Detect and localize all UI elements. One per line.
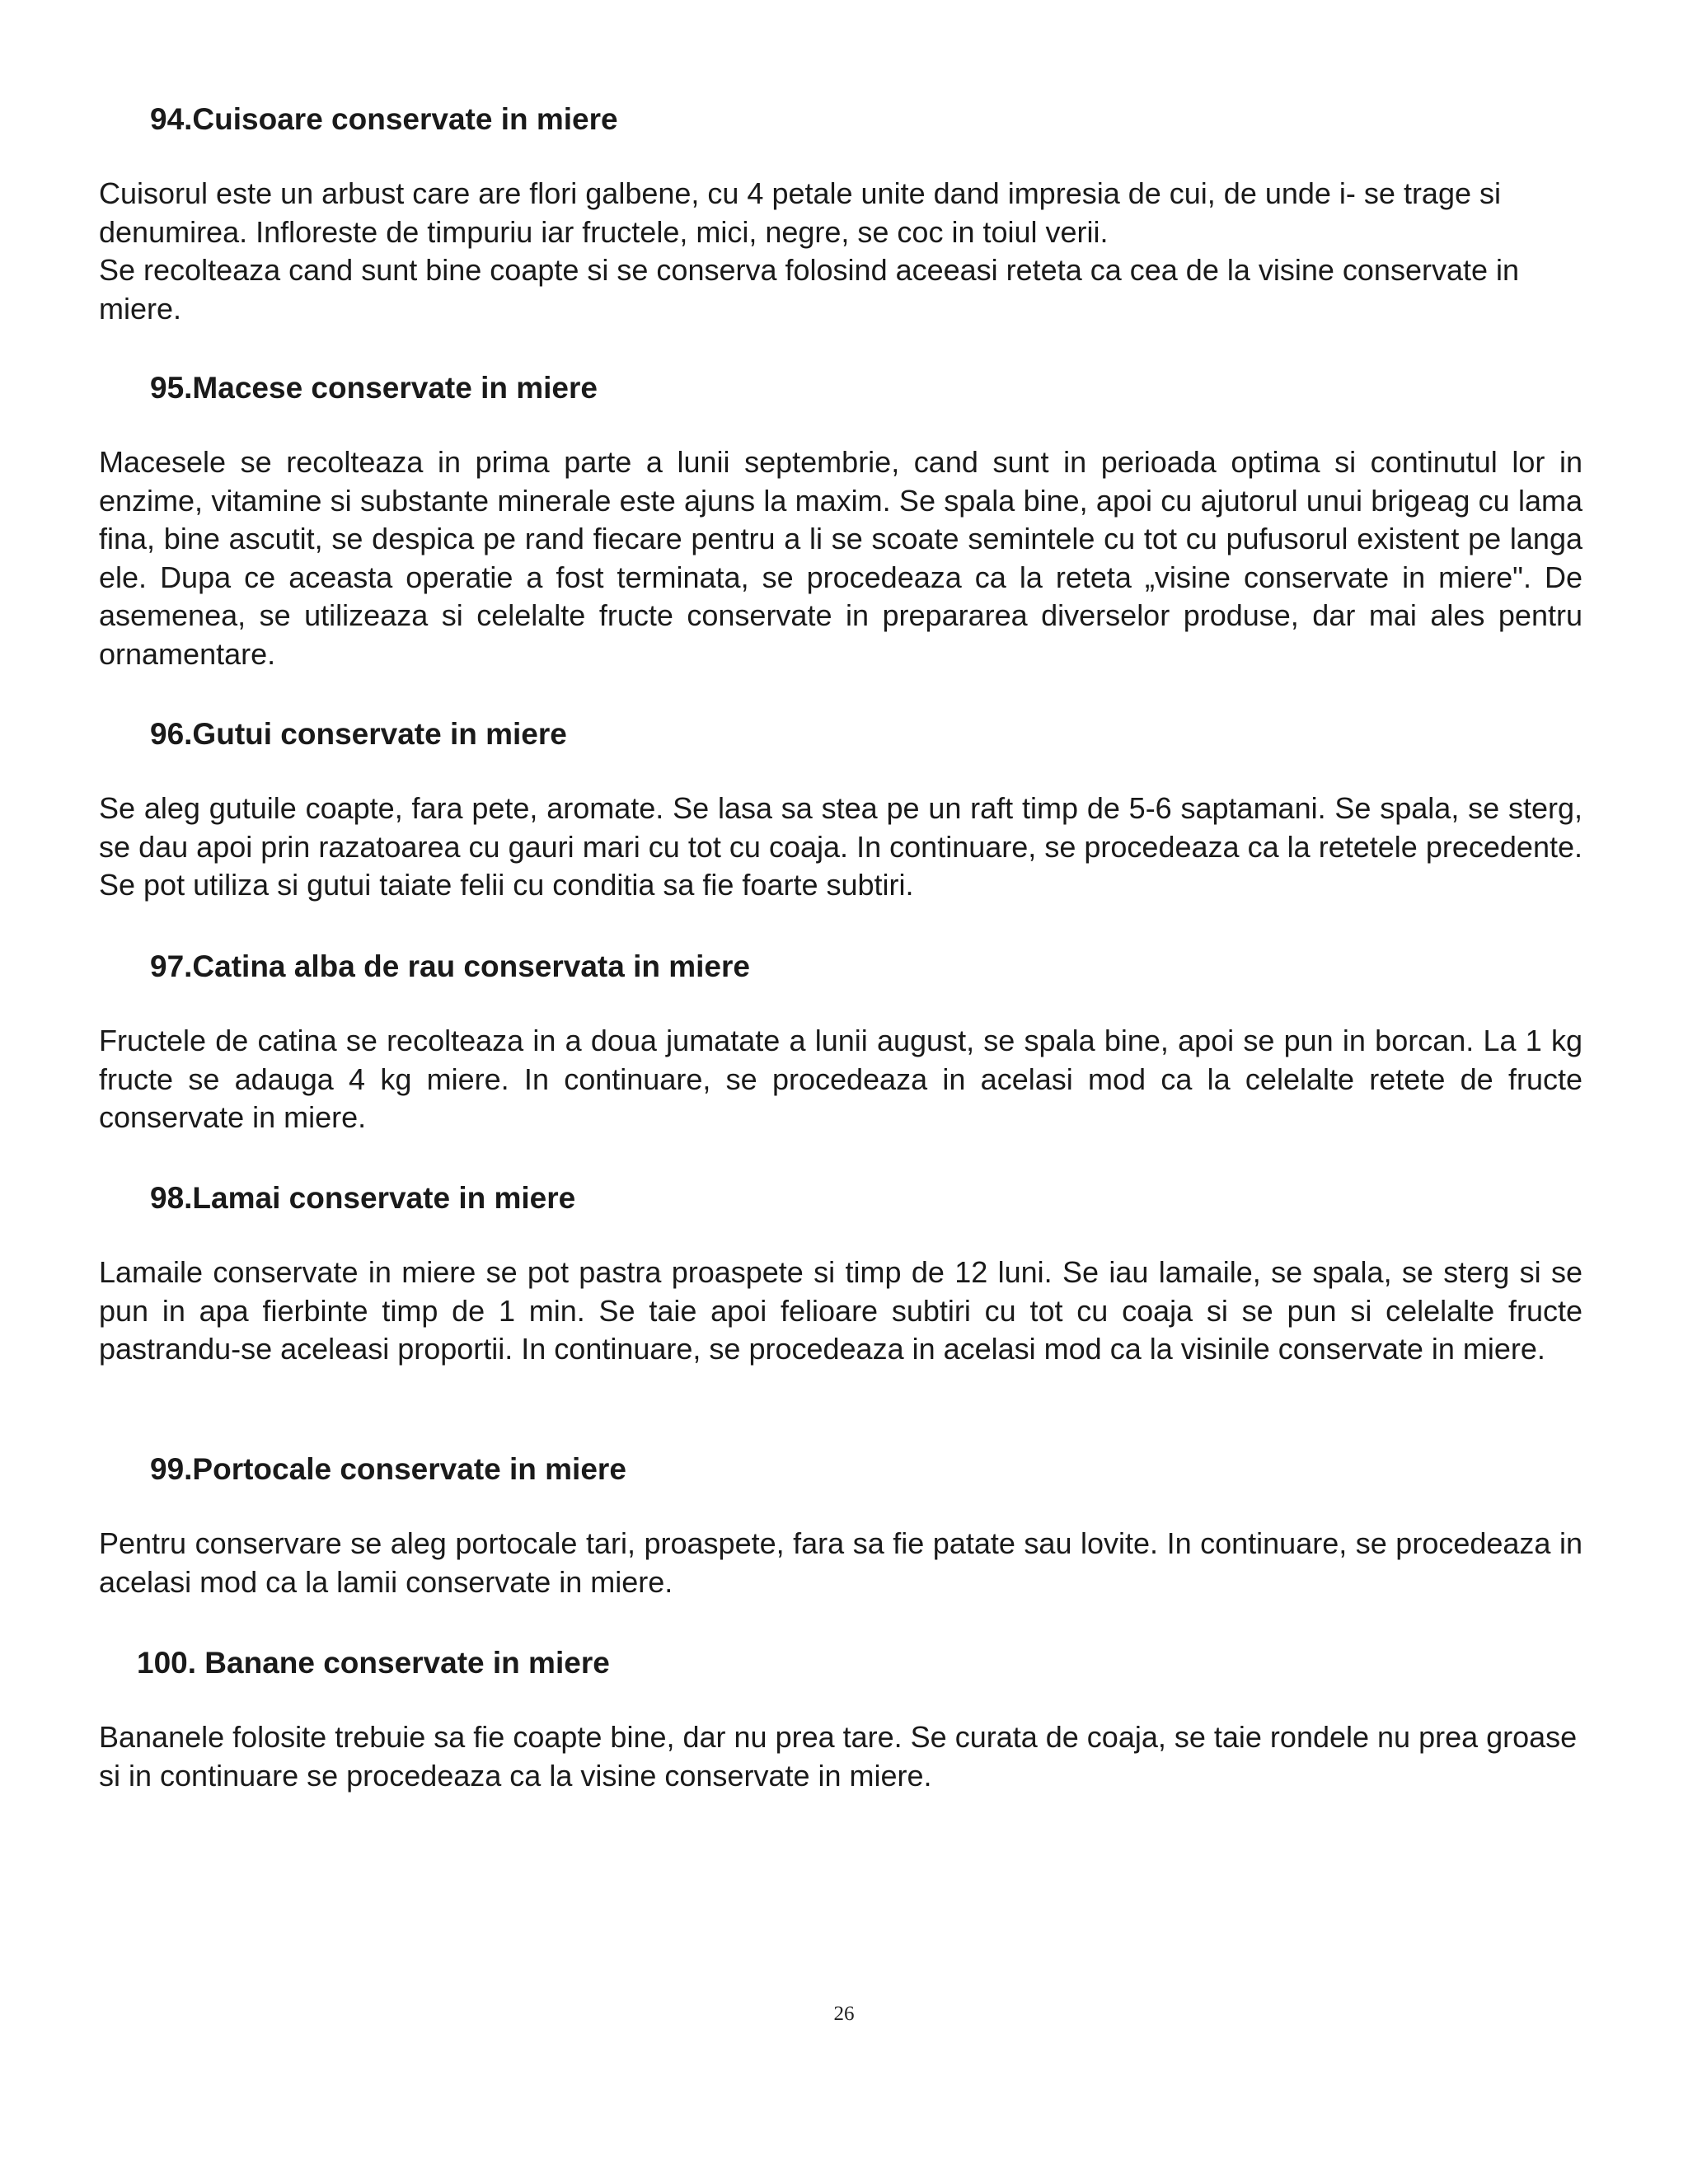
section-paragraph: Pentru conservare se aleg portocale tari, proaspete, fara sa fie patate sau lovite. In continuare, se procedeaza in acelasi mod ca la lamii conservate in miere. <box>99 1526 1582 1599</box>
section-macese <box>99 369 1582 673</box>
section-paragraph: Fructele de catina se recolteaza in a doua jumatate a lunii august, se spala bine, apoi se pun in borcan. La 1 kg fructe se adauga 4 kg miere. In continuare, se procedeaza in acelasi mod ca la celelalte retete de fructe conservate in miere. <box>99 1024 1582 1134</box>
section-lamai <box>99 1179 1582 1369</box>
section-heading: 95.Macese conservate in miere <box>150 371 598 405</box>
section-paragraph: Lamaile conservate in miere se pot pastra proaspete si timp de 12 luni. Se iau lamaile, se spala, se sterg si se pun in apa fierbinte timp de 1 min. Se taie apoi felioare subtiri cu tot cu coaja si se pun si celelalte fructe pastrandu-se aceleasi proportii. In continuare, se procedeaza in acelasi mod ca la visinile conservate in miere. <box>99 1255 1582 1366</box>
section-heading: 99.Portocale conservate in miere <box>150 1452 626 1486</box>
section-heading: 100. Banane conservate in miere <box>137 1646 610 1680</box>
section-paragraph: Bananele folosite trebuie sa fie coapte bine, dar nu prea tare. Se curata de coaja, se taie rondele nu prea groase si in continuare se procedeaza ca la visine conservate in miere. <box>99 1720 1578 1793</box>
section-heading: 98.Lamai conservate in miere <box>150 1181 576 1215</box>
section-portocale <box>99 1451 1582 1601</box>
section-gutui <box>99 715 1582 905</box>
section-paragraph: Macesele se recolteaza in prima parte a lunii septembrie, cand sunt in perioada optima si continutul lor in enzime, vitamine si substante minerale este ajuns la maxim. Se spala bine, apoi cu ajutorul unui brigeag cu lama fina, bine ascutit, se despica pe rand fiecare pentru a li se scoate semintele cu tot cu pufusorul existent pe langa ele. Dupa ce aceasta operatie a fost terminata, se procedeaza ca la reteta „visine conservate in miere". De asemenea, se utilizeaza si celelalte fructe conservate in prepararea diverselor produse, dar mai ales pentru ornamentare. <box>99 445 1582 671</box>
section-paragraph: Se aleg gutuile coapte, fara pete, aromate. Se lasa sa stea pe un raft timp de 5-6 saptamani. Se spala, se sterg, se dau apoi prin razatoarea cu gauri mari cu tot cu coaja. In continuare, se procedeaza ca la retetele precedente. Se pot utiliza si gutui taiate felii cu conditia sa fie foarte subtiri. <box>99 791 1582 902</box>
section-heading: 96.Gutui conservate in miere <box>150 717 567 751</box>
section-heading: 97.Catina alba de rau conservata in miere <box>150 949 750 983</box>
section-paragraph: Cuisorul este un arbust care are flori galbene, cu 4 petale unite dand impresia de cui, de unde i- se trage si denumirea. Infloreste de timpuriu iar fructele, mici, negre, se coc in toiul verii. <box>99 176 1501 249</box>
section-banane <box>99 1644 1582 1795</box>
section-paragraph: Se recolteaza cand sunt bine coapte si se conserva folosind aceeasi reteta ca cea de la visine conservate in miere. <box>99 253 1520 326</box>
section-catina <box>99 948 1582 1137</box>
section-cuisoare <box>99 101 1582 328</box>
section-heading: 94.Cuisoare conservate in miere <box>150 102 618 136</box>
page-number: 26 <box>833 2003 855 2025</box>
